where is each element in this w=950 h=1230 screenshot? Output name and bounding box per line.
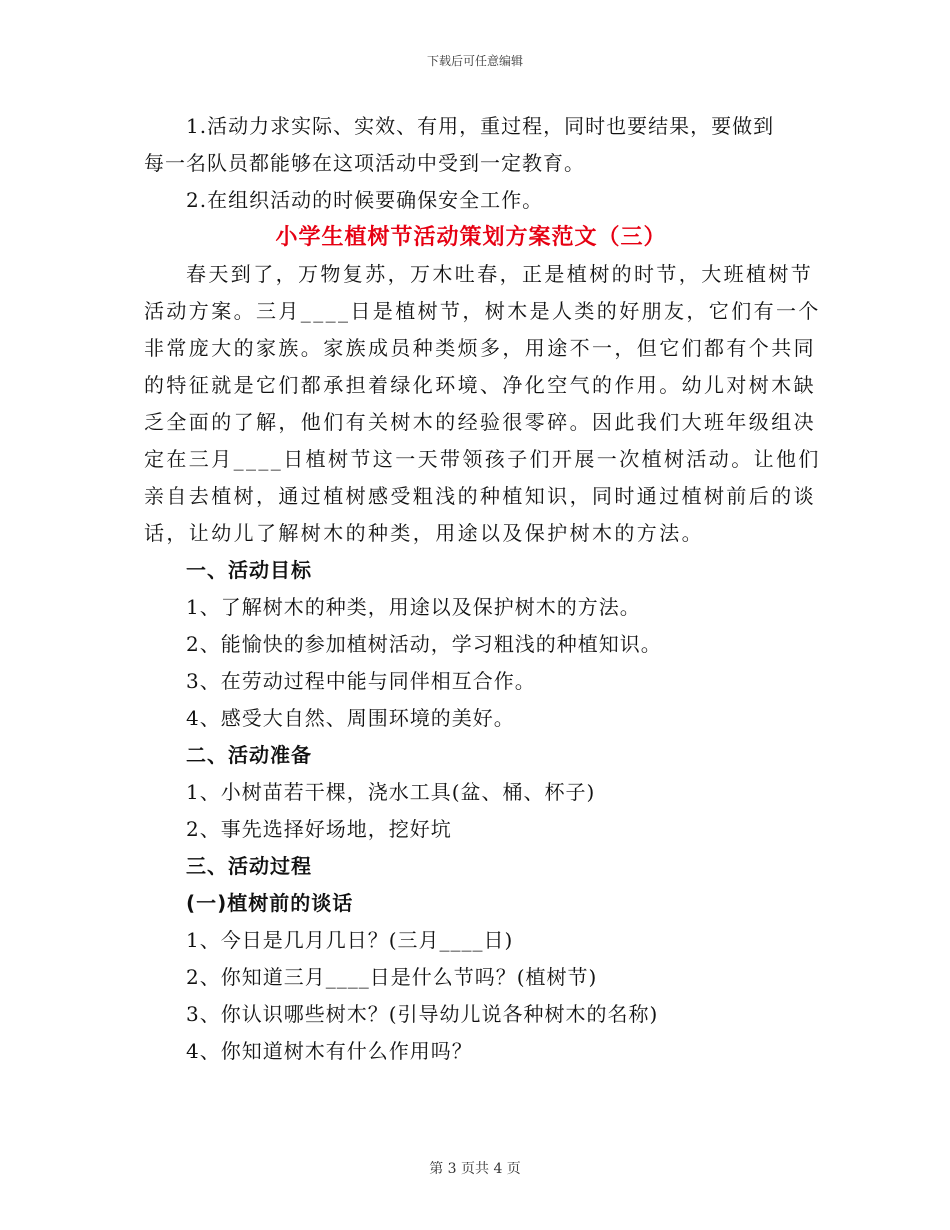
list-item: 3、在劳动过程中能与同伴相互合作。 [186,669,536,693]
intro-paragraph-line: 定在三月____日植树节这一天带领孩子们开展一次植树活动。让他们 [144,447,821,471]
page-footer: 第 3 页共 4 页 [429,1161,521,1177]
intro-paragraph-line: 乏全面的了解，他们有关树木的经验很零碎。因此我们大班年级组决 [144,410,816,434]
document-body [144,108,821,1070]
note-item-2: 2.在组织活动的时候要确保安全工作。 [186,188,544,212]
list-item: 3、你认识哪些树木？(引导幼儿说各种树木的名称) [186,1002,659,1026]
list-item: 4、感受大自然、周围环境的美好。 [186,706,515,730]
intro-paragraph-line: 的特征就是它们都承担着绿化环境、净化空气的作用。幼儿对树木缺 [144,373,816,397]
note-item-1-line-2: 每一名队员都能够在这项活动中受到一定教育。 [144,151,585,175]
intro-paragraph-line: 活动方案。三月____日是植树节，树木是人类的好朋友，它们有一个 [144,299,821,323]
list-item: 1、小树苗若干棵，浇水工具(盆、桶、杯子) [186,780,596,804]
note-item-1-line-1: 1.活动力求实际、实效、有用，重过程，同时也要结果，要做到 [186,114,775,138]
list-item: 1、了解树木的种类，用途以及保护树木的方法。 [186,595,641,619]
intro-paragraph-line: 非常庞大的家族。家族成员种类烦多，用途不一，但它们都有个共同 [144,336,816,360]
page-header: 下载后可任意编辑 [426,54,523,68]
section-heading-goals: 一、活动目标 [186,558,312,582]
list-item: 2、事先选择好场地，挖好坑 [186,817,452,841]
list-item: 2、能愉快的参加植树活动，学习粗浅的种植知识。 [186,632,662,656]
intro-paragraph-line: 亲自去植树，通过植树感受粗浅的种植知识，同时通过植树前后的谈 [144,484,816,508]
list-item: 1、今日是几月几日？(三月____日) [186,928,514,952]
intro-paragraph-line: 话，让幼儿了解树木的种类，用途以及保护树木的方法。 [144,521,704,545]
document-title: 小学生植树节活动策划方案范文（三） [275,225,667,250]
section-heading-preparation: 二、活动准备 [186,743,312,767]
subsection-heading: (一)植树前的谈话 [186,891,354,915]
list-item: 2、你知道三月____日是什么节吗？(植树节) [186,965,598,989]
intro-paragraph-line: 春天到了，万物复苏，万木吐春，正是植树的时节，大班植树节 [186,262,814,286]
section-heading-process: 三、活动过程 [186,854,312,878]
list-item: 4、你知道树木有什么作用吗？ [186,1039,473,1063]
